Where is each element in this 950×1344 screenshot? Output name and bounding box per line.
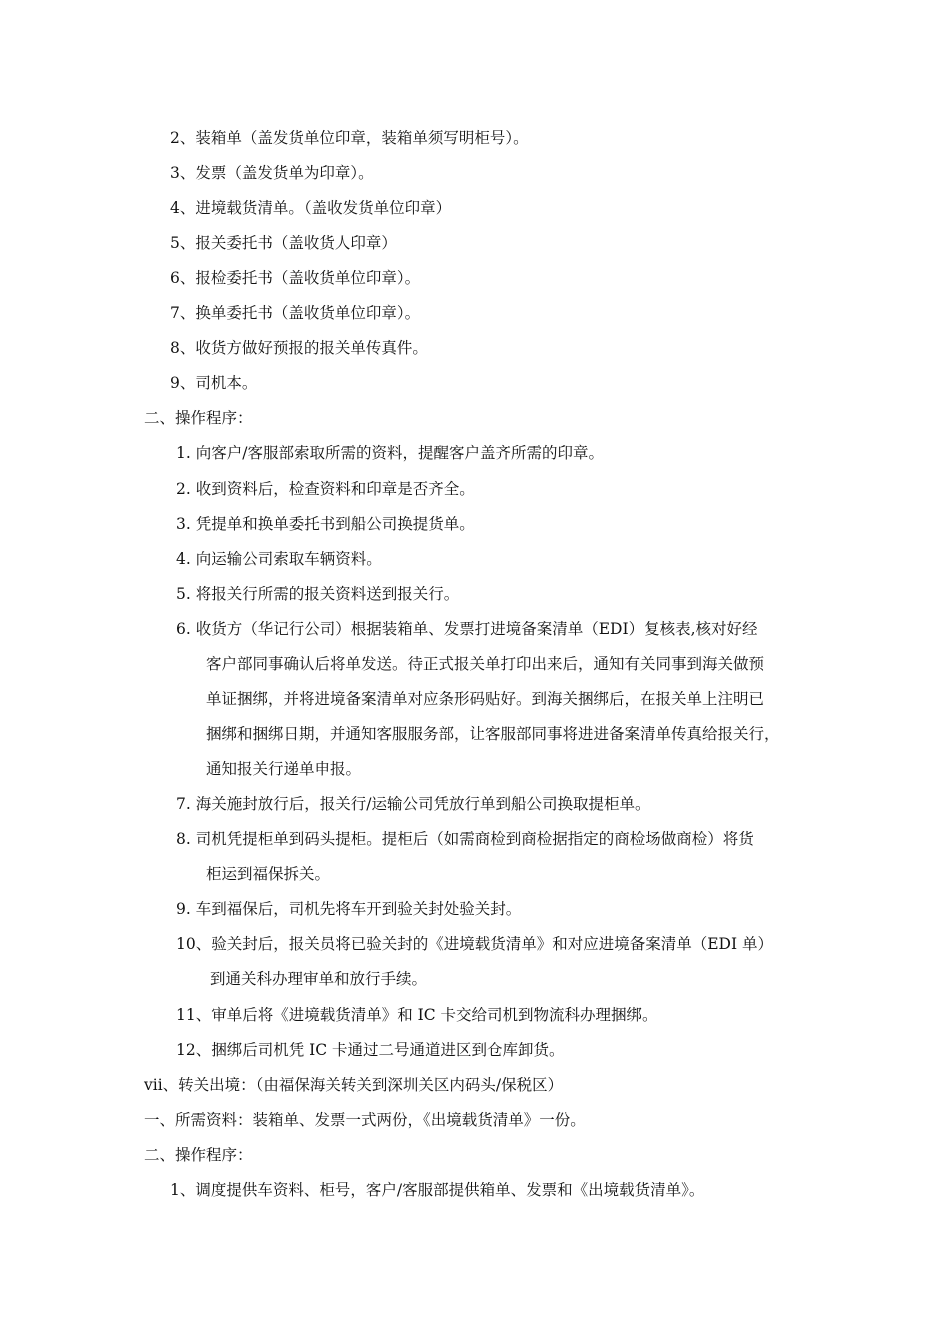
doc-list-item: 3、发票（盖发货单为印章）。: [170, 164, 374, 182]
section-subheading: 一、所需资料：装箱单、发票一式两份，《出境载货清单》一份。: [144, 1111, 586, 1129]
step-item: 4. 向运输公司索取车辆资料。: [176, 550, 382, 568]
step-item: 7. 海关施封放行后，报关行/运输公司凭放行单到船公司换取提柜单。: [176, 795, 651, 813]
section-subheading: 二、操作程序：: [144, 1146, 253, 1164]
doc-list-item: 5、报关委托书（盖收货人印章）: [170, 234, 397, 252]
step-item: 1、调度提供车资料、柜号，客户/客服部提供箱单、发票和《出境载货清单》。: [170, 1181, 705, 1199]
step-item: 5. 将报关行所需的报关资料送到报关行。: [176, 585, 460, 603]
section-heading: 二、操作程序：: [144, 409, 253, 427]
doc-list-item: 4、进境载货清单。（盖收发货单位印章）: [170, 199, 452, 217]
doc-list-item: 9、司机本。: [170, 374, 258, 392]
step-item: 12、捆绑后司机凭 IC 卡通过二号通道进区到仓库卸货。: [176, 1041, 565, 1059]
section-heading: ⅶ、转关出境：（由福保海关转关到深圳关区内码头/保税区）: [144, 1076, 564, 1094]
step-continuation: 柜运到福保拆关。: [206, 865, 331, 883]
step-continuation: 单证捆绑，并将进境备案清单对应条形码贴好。到海关捆绑后，在报关单上注明已: [206, 690, 765, 708]
step-continuation: 通知报关行递单申报。: [206, 760, 362, 778]
step-item: 10、验关封后，报关员将已验关封的《进境载货清单》和对应进境备案清单（EDI 单）: [176, 935, 774, 953]
doc-list-item: 2、装箱单（盖发货单位印章，装箱单须写明柜号）。: [170, 129, 529, 147]
step-item: 2. 收到资料后，检查资料和印章是否齐全。: [176, 480, 475, 498]
step-continuation: 捆绑和捆绑日期，并通知客服服务部，让客服部同事将进进备案清单传真给报关行，: [206, 725, 780, 743]
step-item: 8. 司机凭提柜单到码头提柜。提柜后（如需商检到商检据指定的商检场做商检）将货: [176, 830, 754, 848]
step-item: 6. 收货方（华记行公司）根据装箱单、发票打进境备案清单（EDI）复核表,核对好经: [176, 620, 758, 638]
step-item: 9. 车到福保后，司机先将车开到验关封处验关封。: [176, 900, 522, 918]
step-item: 3. 凭提单和换单委托书到船公司换提货单。: [176, 515, 475, 533]
step-item: 1. 向客户/客服部索取所需的资料，提醒客户盖齐所需的印章。: [176, 444, 604, 462]
doc-list-item: 8、收货方做好预报的报关单传真件。: [170, 339, 428, 357]
doc-list-item: 6、报检委托书（盖收货单位印章）。: [170, 269, 421, 287]
step-continuation: 到通关科办理审单和放行手续。: [210, 970, 428, 988]
doc-list-item: 7、换单委托书（盖收货单位印章）。: [170, 304, 421, 322]
step-continuation: 客户部同事确认后将单发送。待正式报关单打印出来后，通知有关同事到海关做预: [206, 655, 765, 673]
step-item: 11、审单后将《进境载货清单》和 IC 卡交给司机到物流科办理捆绑。: [176, 1006, 658, 1024]
